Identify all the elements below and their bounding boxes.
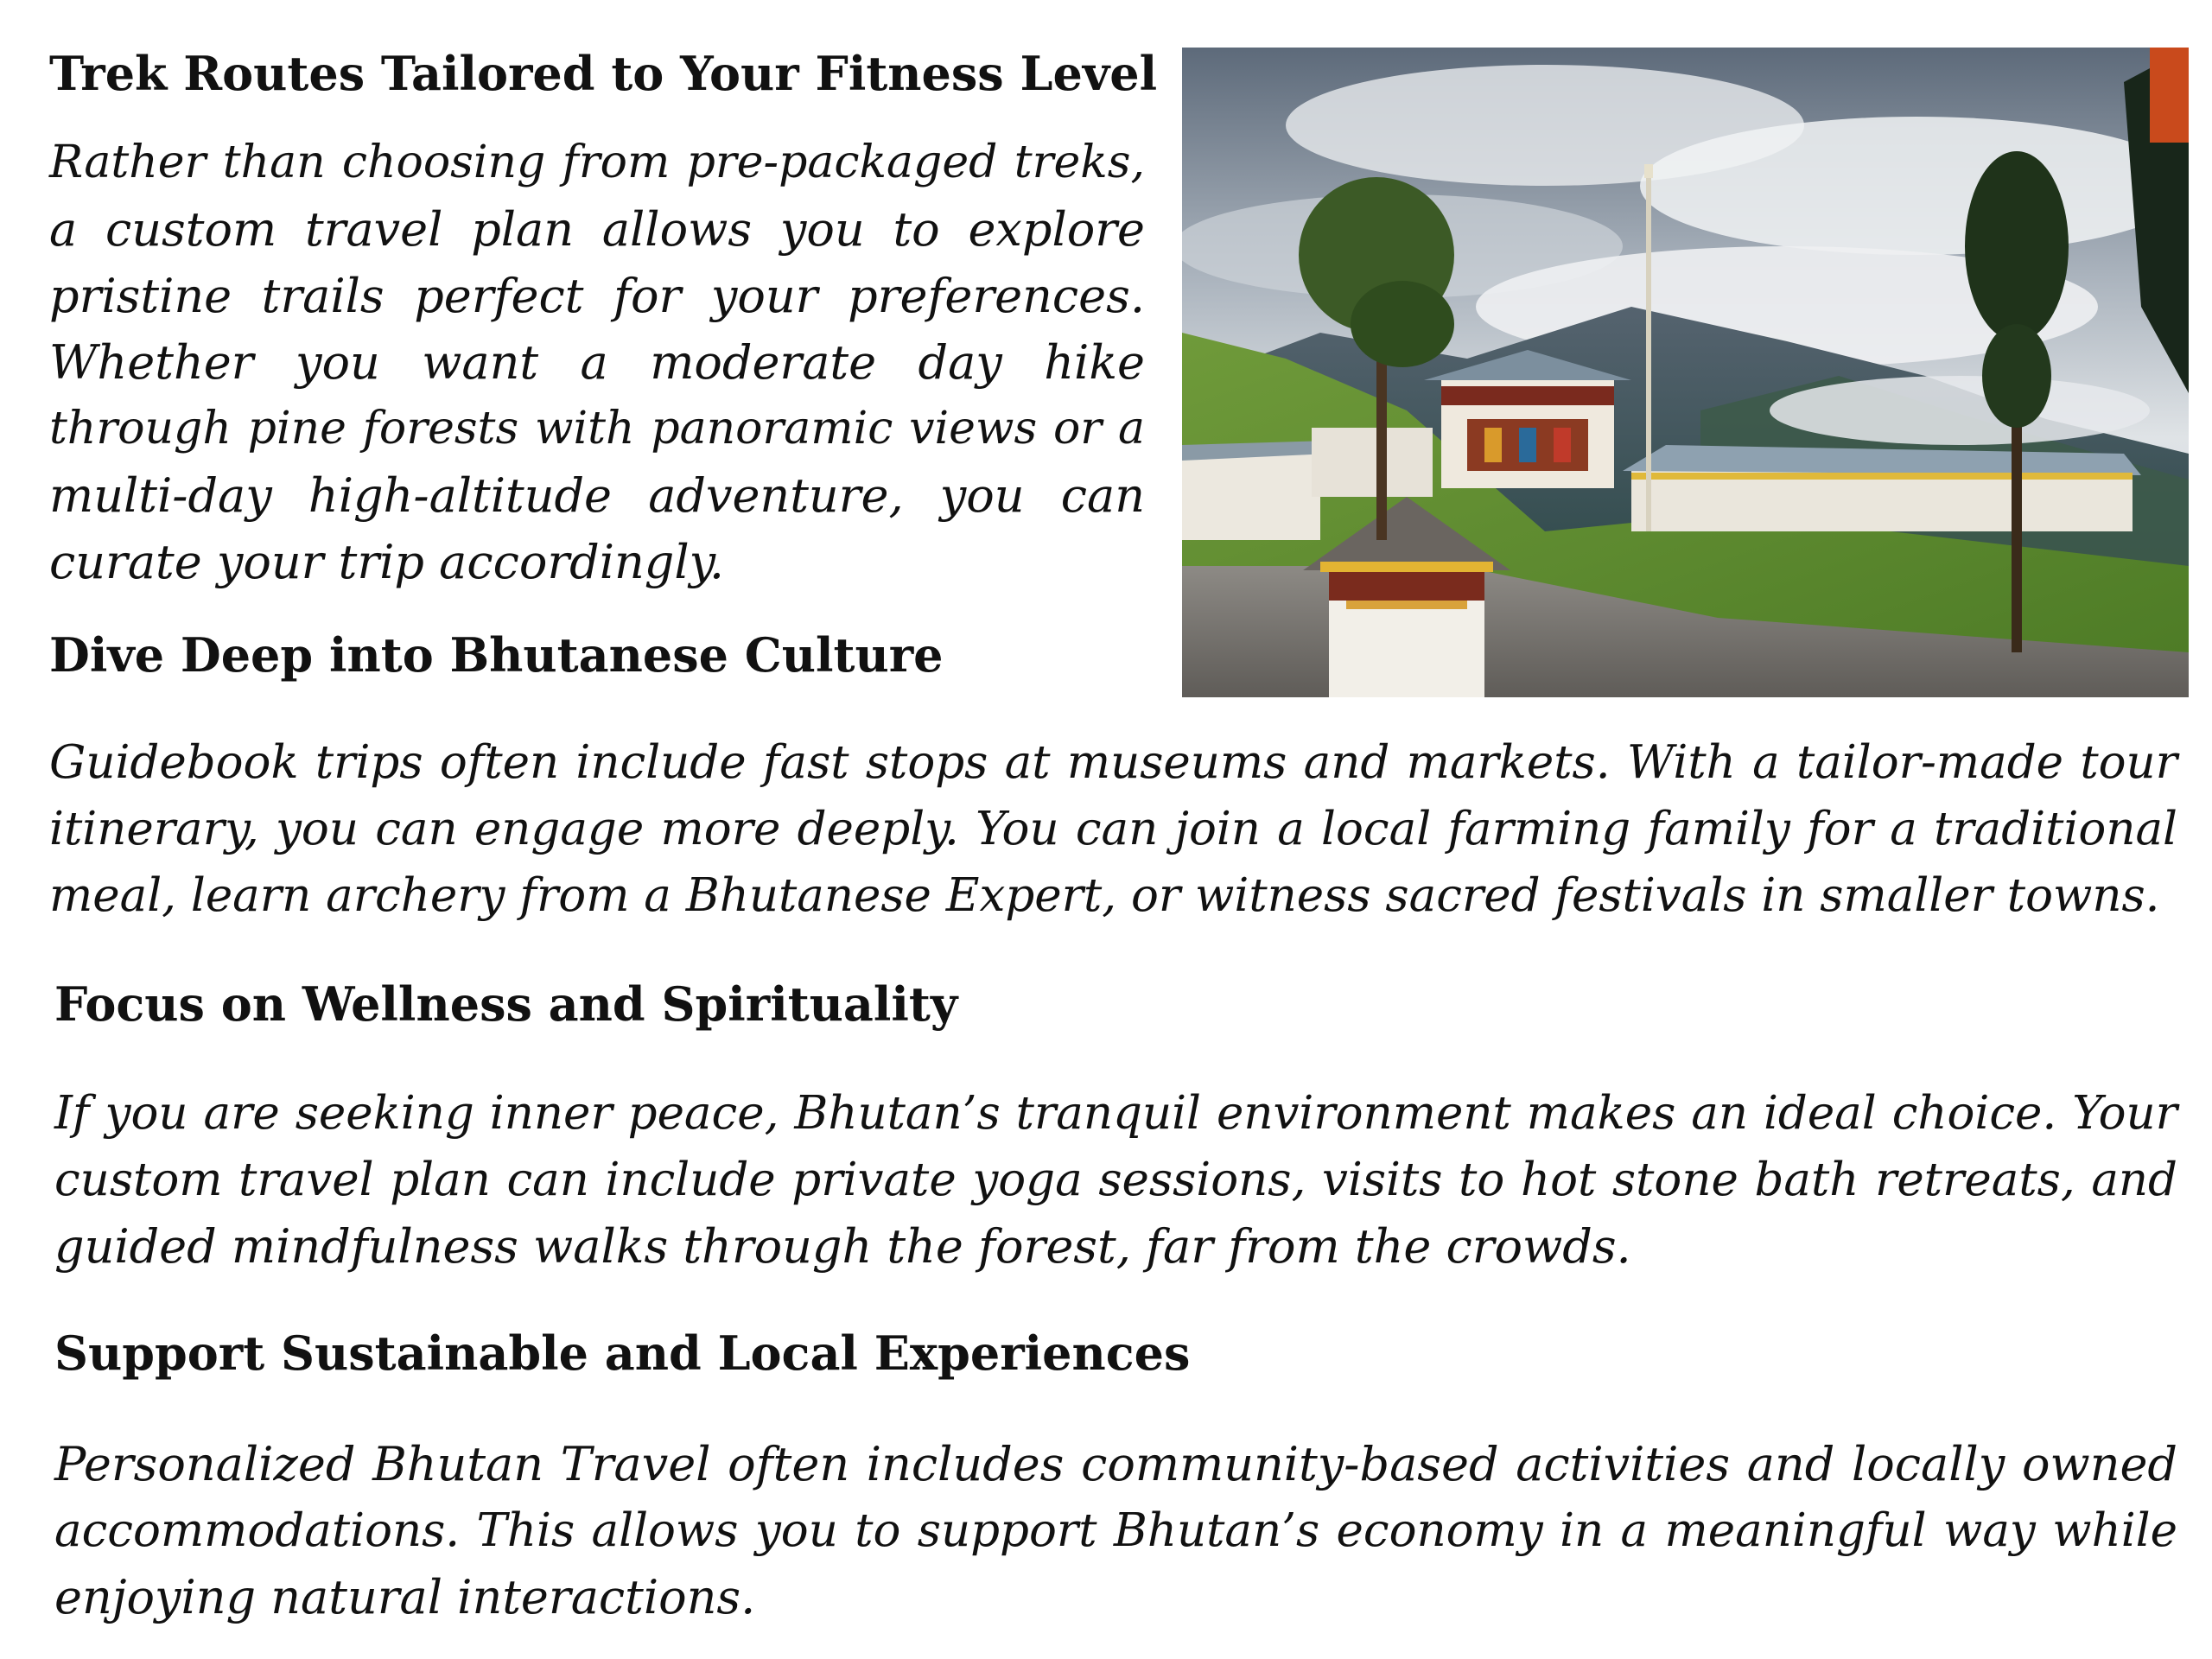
paragraph-line: through pine forests with panoramic views or a bbox=[49, 403, 1145, 454]
section-heading-wellness-spirituality: Focus on Wellness and Spirituality bbox=[54, 976, 958, 1032]
section-paragraph-wellness-spirituality bbox=[54, 1080, 2177, 1280]
paragraph-line: enjoying natural interactions. bbox=[54, 1570, 756, 1624]
paragraph-line: guided mindfulness walks through the forest, far from the crowds. bbox=[54, 1219, 1631, 1274]
paragraph-line: custom travel plan can include private yoga sessions, visits to hot stone bath retreats, and bbox=[54, 1154, 2177, 1206]
paragraph-line: accommodations. This allows you to support Bhutan’s economy in a meaningful way while bbox=[54, 1504, 2177, 1557]
paragraph-line: Personalized Bhutan Travel often includes community-based activities and locally owned bbox=[54, 1437, 2177, 1491]
paragraph-line: If you are seeking inner peace, Bhutan’s tranquil environment makes an ideal choice. Your bbox=[54, 1087, 2177, 1140]
paragraph-line: Whether you want a moderate day hike bbox=[49, 335, 1145, 390]
paragraph-line: pristine trails perfect for your preferences. bbox=[49, 269, 1145, 323]
paragraph-line: Guidebook trips often include fast stops at museums and markets. With a tailor-made tour bbox=[49, 736, 2177, 789]
section-heading-trek-routes: Trek Routes Tailored to Your Fitness Level bbox=[49, 46, 1158, 101]
section-heading-bhutanese-culture: Dive Deep into Bhutanese Culture bbox=[49, 627, 944, 683]
paragraph-line: meal, learn archery from a Bhutanese Expert, or witness sacred festivals in smaller towns. bbox=[49, 869, 2160, 922]
paragraph-line: curate your trip accordingly. bbox=[49, 535, 725, 589]
bhutan-monastery-landscape-photo bbox=[1182, 48, 2189, 697]
section-paragraph-sustainable-experiences bbox=[54, 1431, 2177, 1630]
section-paragraph-bhutanese-culture bbox=[49, 729, 2177, 929]
paragraph-line: a custom travel plan allows you to explore bbox=[49, 202, 1145, 257]
section-paragraph-trek-routes bbox=[49, 130, 1145, 595]
paragraph-line: multi-day high-altitude adventure, you can bbox=[49, 468, 1145, 523]
section-heading-sustainable-experiences: Support Sustainable and Local Experiences bbox=[54, 1325, 1191, 1381]
paragraph-line: Rather than choosing from pre-packaged treks, bbox=[49, 137, 1145, 188]
paragraph-line: itinerary, you can engage more deeply. You can join a local farming family for a traditional bbox=[49, 803, 2177, 855]
